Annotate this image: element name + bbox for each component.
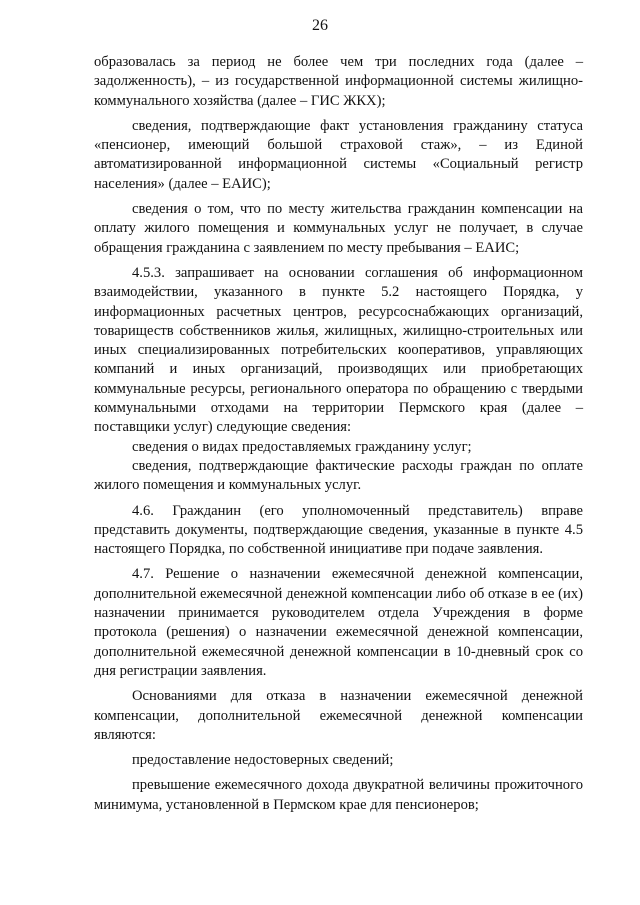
paragraph-refusal-grounds: Основаниями для отказа в назначении ежемесячной денежной компенсации, дополнительной ежемесячной денежной компенсации являются: — [94, 688, 583, 743]
paragraph-4-7: 4.7. Решение о назначении ежемесячной денежной компенсации, дополнительной ежемесячной денежной компенсации либо об отказе в ее (их) назначении принимается руководителем отдела Учреждения в форме протокола (решения) о назначении ежемесячной денежной компенсации, дополнительной ежемесячной денежной компенсации в 10-дневный срок со дня регистрации заявления. — [94, 566, 583, 679]
paragraph-income-excess: превышение ежемесячного дохода двукратной величины прожиточного минимума, установленной в Пермском крае для пенсионеров; — [94, 777, 583, 813]
paragraph-expenses-info: сведения, подтверждающие фактические расходы граждан по оплате жилого помещения и коммунальных услуг. — [94, 457, 583, 494]
paragraph-debt-source: образовалась за период не более чем три последних года (далее – задолженность), – из государственной информационной системы жилищно-коммунального хозяйства (далее – ГИС ЖКХ); — [94, 54, 583, 109]
paragraph-4-6: 4.6. Гражданин (его уполномоченный представитель) вправе представить документы, подтверждающие сведения, указанные в пункте 4.5 настоящего Порядка, по собственной инициативе при подаче заявления. — [94, 502, 583, 558]
paragraph-residence-info: сведения о том, что по месту жительства гражданин компенсации на оплату жилого помещения и коммунальных услуг не получает, в случае обращения гражданина с заявлением по месту пребывания – ЕАИС; — [94, 201, 583, 256]
paragraph-false-info: предоставление недостоверных сведений; — [132, 752, 394, 769]
document-body — [94, 53, 583, 815]
paragraph-4-5-3: 4.5.3. запрашивает на основании соглашения об информационном взаимодействии, указанного в пункте 5.2 настоящего Порядка, у информационных расчетных центров, ресурсоснабжающих организаций, товариществ собственников жилья, жилищных, жилищно-строительных или иных специализированных потребительских кооперативов, управляющих компаний и иных организаций, производящих или приобретающих коммунальные ресурсы, регионального оператора по обращению с твердыми коммунальными отходами на территории Пермского края (далее – поставщики услуг) следующие сведения: — [94, 264, 583, 436]
paragraph-pensioner-status: сведения, подтверждающие факт установления гражданину статуса «пенсионер, имеющий большой страховой стаж», – из Единой автоматизированной информационной системы «Социальный регистр населения» (далее – ЕАИС); — [94, 117, 583, 192]
paragraph-services-info: сведения о видах предоставляемых гражданину услуг; — [132, 438, 472, 455]
page-number: 26 — [312, 17, 328, 34]
